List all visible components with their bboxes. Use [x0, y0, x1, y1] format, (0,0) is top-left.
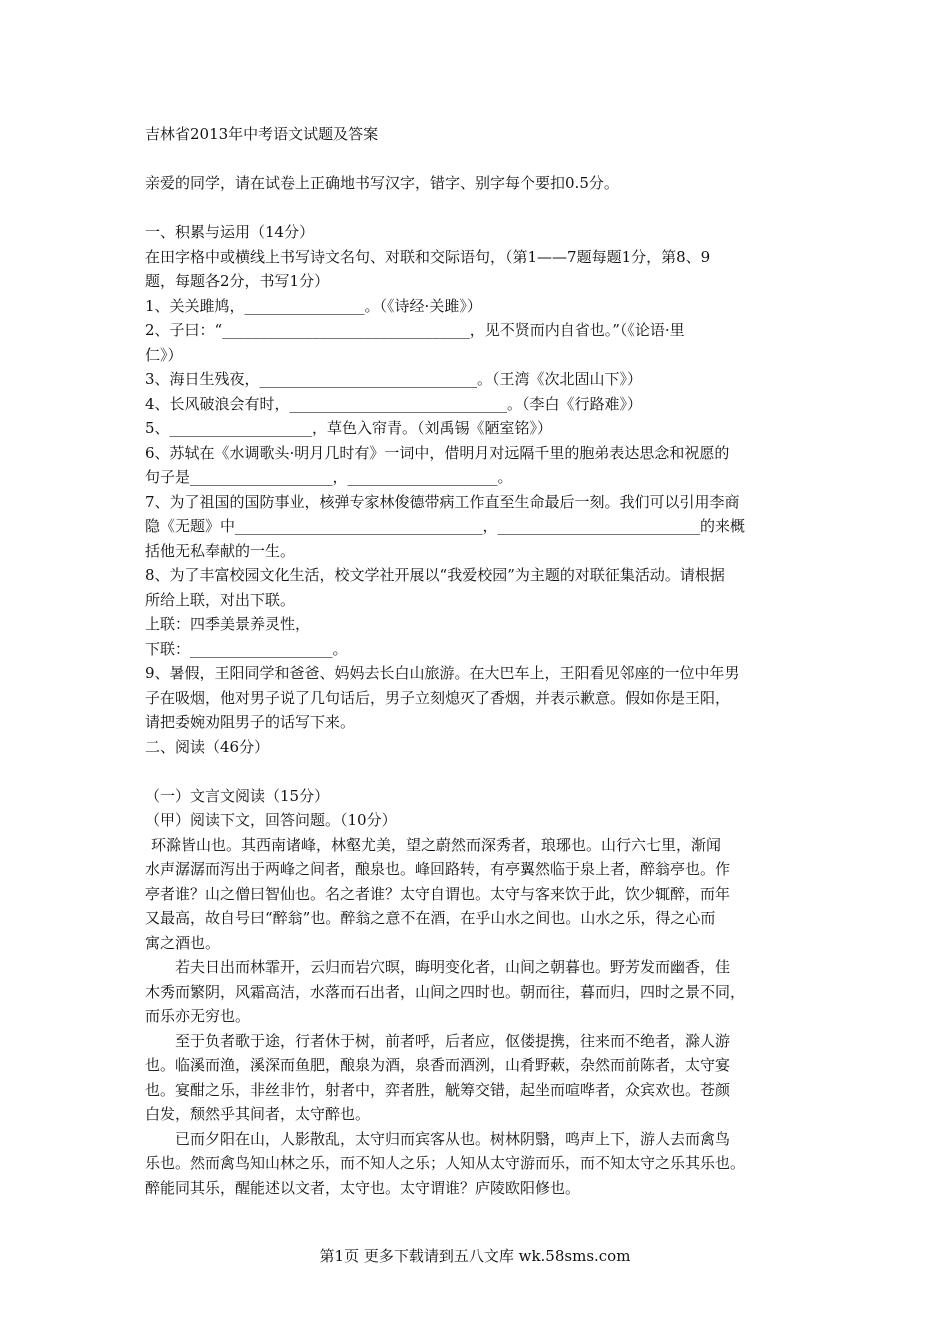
question-7: 括他无私奉献的一生。 [145, 541, 296, 560]
question-8-upper-couplet: 上联：四季美景养灵性， [145, 615, 311, 633]
question-8: 所给上联，对出下联。 [145, 590, 296, 609]
page-footer: 第1页 更多下载请到五八文库 wk.58sms.com [319, 1247, 631, 1265]
passage-paragraph-3: 至于负者歌于途，行者休于树，前者呼，后者应，伛偻提携，往来而不绝者，滁人游 [175, 1031, 731, 1050]
question-7: 7、为了祖国的国防事业，核弹专家林俊德带病工作直至生命最后一刻。我们可以引用李商 [145, 492, 740, 511]
passage-paragraph-1: 又最高，故自号曰“醉翁”也。醉翁之意不在酒，在乎山水之间也。山水之乐，得之心而 [145, 909, 716, 927]
question-5: 5、___________________，草色入帘青。（刘禹锡《陋室铭》） [145, 419, 553, 437]
passage-paragraph-3: 也。临溪而渔，溪深而鱼肥，酿泉为酒，泉香而酒洌，山肴野蔌，杂然而前陈者，太守宴 [145, 1056, 731, 1074]
passage-paragraph-2: 而乐亦无穷也。 [145, 1007, 251, 1025]
question-2: 2、子曰：“_________________________________，见不贤而内自省也。”（《论语·里 [145, 321, 685, 339]
question-9: 9、暑假，王阳同学和爸爸、妈妈去长白山旅游。在大巴车上，王阳看见邻座的一位中年男 [145, 664, 740, 682]
question-9: 请把委婉劝阻男子的话写下来。 [145, 713, 356, 731]
section-2-subheading: （一）文言文阅读（15分） [145, 786, 330, 805]
passage-paragraph-1: 水声潺潺而泻出于两峰之间者，酿泉也。峰回路转，有亭翼然临于泉上者，醉翁亭也。作 [145, 860, 731, 878]
passage-paragraph-4: 醉能同其乐，醒能述以文者，太守也。太守谓谁？庐陵欧阳修也。 [145, 1178, 581, 1197]
document-title: 吉林省2013年中考语文试题及答案 [145, 125, 379, 143]
section-2-subheading: （甲）阅读下文，回答问题。（10分） [145, 811, 397, 829]
passage-paragraph-2: 若夫日出而林霏开，云归而岩穴暝，晦明变化者，山间之朝暮也。野芳发而幽香，佳 [175, 958, 731, 976]
passage-paragraph-1: 寓之酒也。 [145, 933, 221, 952]
question-8-lower-couplet: 下联：___________________。 [145, 639, 348, 658]
question-2: 仁》） [145, 345, 183, 364]
passage-paragraph-1: 亭者谁？山之僧曰智仙也。名之者谁？太守自谓也。太守与客来饮于此，饮少辄醉，而年 [145, 884, 731, 903]
question-6: 句子是___________________，____________________。 [145, 468, 513, 486]
spacer [145, 147, 817, 172]
question-7: 隐《无题》中_________________________________，___________________________的来概 [145, 517, 746, 535]
passage-paragraph-2: 木秀而繁阴，风霜高洁，水落而石出者，山间之四时也。朝而往，暮而归，四时之景不同， [145, 982, 746, 1001]
section-1-heading: 一、积累与运用（14分） [145, 223, 315, 241]
question-3: 3、海日生残夜，_____________________________。（王湾《次北固山下》） [145, 370, 643, 388]
passage-paragraph-1: 环滁皆山也。其西南诸峰，林壑尤美，望之蔚然而深秀者，琅琊也。山行六七里，渐闻 [151, 835, 722, 854]
section-1-intro: 题，每题各2分，书写1分） [145, 272, 330, 290]
passage-paragraph-3: 白发，颓然乎其间者，太守醉也。 [145, 1105, 371, 1123]
section-1-intro: 在田字格中或横线上书写诗文名句、对联和交际语句，（第1——7题每题1分，第8、9 [145, 247, 711, 266]
passage-paragraph-4: 已而夕阳在山，人影散乱，太守归而宾客从也。树林阴翳，鸣声上下，游人去而禽鸟 [175, 1129, 731, 1148]
question-6: 6、苏轼在《水调歌头·明月几时有》一词中，借明月对远隔千里的胞弟表达思念和祝愿的 [145, 443, 730, 462]
question-8: 8、为了丰富校园文化生活，校文学社开展以“我爱校园”为主题的对联征集活动。请根据 [145, 566, 725, 584]
passage-paragraph-4: 乐也。然而禽鸟知山林之乐，而不知人之乐；人知从太守游而乐，而不知太守之乐其乐也。 [145, 1154, 746, 1172]
question-9: 子在吸烟，他对男子说了几句话后，男子立刻熄灭了香烟，并表示歉意。假如你是王阳， [145, 688, 731, 707]
passage-paragraph-3: 也。宴酣之乐，非丝非竹，射者中，弈者胜，觥筹交错，起坐而喧哗者，众宾欢也。苍颜 [145, 1080, 731, 1099]
spacer [145, 196, 817, 221]
exam-notice: 亲爱的同学，请在试卷上正确地书写汉字，错字、别字每个要扣0.5分。 [145, 174, 619, 192]
question-1: 1、关关雎鸠，________________。（《诗经·关雎》） [145, 296, 482, 315]
section-2-heading: 二、阅读（46分） [145, 737, 270, 756]
document-body [145, 122, 817, 1200]
question-4: 4、长风破浪会有时，_____________________________。（李白《行路难》） [145, 394, 643, 413]
spacer [145, 759, 817, 784]
